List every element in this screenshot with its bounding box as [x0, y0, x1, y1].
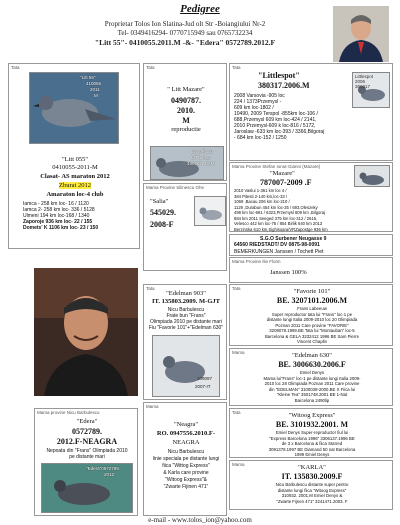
- edelman903-card: Tata "Edelman 903" IT. 135803.2009. M-GJT Nicu Barbulescu Frate bun "Frans" Olimpiada 2010 pe distante mari Fiu "Favorie 101"+"Edelman 630" 109097 2007-IT: [143, 284, 227, 400]
- mazare-sex: M: [182, 116, 190, 125]
- phone-line: Tel- 0349416294- 0770715949 sau 0765732234: [117, 29, 253, 37]
- edera-card: Mama provine Nicu Barbulescu "Edera" 0572789. 2012.F-NEAGRA Nepoata din "Frans" Olimpiada 2010 pe distante mari "Edera"0572789. 2012: [34, 408, 138, 516]
- neagra-card: Mama "Neagra" RO. 0947556.2010.F- NEAGRA Nicu Barbulescu linie speciala pe distante lungi fiica "Wittog Express" & Karla care provine "Witoog Express"& "Zwarte Fijinen 471": [143, 402, 227, 516]
- mazare-ring: 0490787.: [171, 96, 201, 105]
- edelman630-name: "Edelman 630": [292, 352, 332, 359]
- edelman903-photo: 109097 2007-IT: [152, 335, 220, 397]
- pigeon-icon: [355, 166, 390, 187]
- littlespot-name: "Littlespot": [258, 71, 300, 80]
- mazare-name: " Litt Mazare": [167, 86, 205, 93]
- littlespot-card: Tata "Littlespot" 380317.2006.M 2008 Varsovia -905 loc 224 / 1373Przemysl - 609 km loc-1802 / 10490, 2009 Terspol -855km loc-106 / 688,Przemysl 609 km loc-424 / 2141, 2010 Przemysl-609 k loc-816 / 5172, Jaroslaw -633 km loc-393 / 3366,Bilgoraj - 684 km loc-152 / 1250 Littlespot 2006 380317: [229, 63, 393, 161]
- littlespot-photo: Littlespot 2006 380317: [352, 72, 390, 108]
- mazare-card: Tata " Litt Mazare" 0490787. 2010. M reproductie Linia Piticu LITT. Maz 490787. 10.M: [143, 63, 227, 181]
- neagra-name: "Neagra": [173, 421, 199, 428]
- pigeon-icon: [42, 464, 133, 513]
- karla-details: Nicu Barbulescu distante super pentru distante lungi fiica "Witoog Express" 310932. 2001.M Emiel Denys & "Zwarte Fijnen 471" 3241471.2003. F: [275, 482, 349, 504]
- favorie101-ring: BE. 3207101.2006.M: [276, 296, 348, 305]
- favorie101-card: Tata "Favorie 101" BE. 3207101.2006.M Frans Labeeuw Super reproductor tata lui "Frans" loc-1 pe distante lungi Italia 2009-2010 loc 20 Olimpiada Poznan 2011 Care provine "FAVORIE" 3208078.1999.BE Tata lui "Montauban" loc-5 Barcelona & GELA 3232412 1996 BE Sam Pierre Vincent Chaplin: [229, 284, 393, 346]
- litt55-club: Amaraton loc-4 club: [46, 191, 104, 198]
- page-title: Pedigree: [180, 3, 220, 15]
- edelman630-card: Mama "Edelman 630" BE. 3006630.2006.F Emiel Denys Mama lui"Frans" loc-1 pe distante lungi Italia 2009- 2010 loc 28 Olimpiada Poznan 2011 Care provine din "EDELMAN" 3100038-2000.BE X Fiica lui "Kleine Tea" 3501748.2001 BE 1-Nat Barcelona 2490lip: [229, 348, 393, 406]
- neagra-details: linie speciala pe distante lungi fiica "Wittog Express" & Karla care provine "Witoog Express"& "Zwarte Fijinen 471": [152, 456, 220, 490]
- mazare-photo: Linia Piticu LITT. Maz 490787. 10.M: [150, 146, 224, 180]
- wittog-details: Emiel Denys Super-reproductor fiul lui "Express Barcelona 1996" 3306137.1996 BE de 3 x Barcelona & fiica Starred 3091378.1997 BE Diamand 50 nat Barcelona 1999 Emiel Denys: [268, 430, 356, 457]
- salia-photo: [194, 196, 226, 226]
- salia-card: Mama Provine Silinescu Ghe "Salia" 545029. 2008-F: [143, 183, 227, 271]
- edelman903-ring: IT. 135803.2009. M-GJT: [152, 298, 220, 305]
- owner-line: Proprietar Tolos Ion Slatina-Jud olt Str -Boiangiului Nr-2: [104, 20, 266, 28]
- edera-photo: "Edera"0572789. 2012: [41, 463, 133, 513]
- pigeon-icon: [195, 197, 226, 226]
- mazare-mother-ring: 787007-2009 .F: [260, 178, 312, 187]
- litt55-photo: "Litt 55" 410055 2011 M: [29, 72, 119, 144]
- karla-ring: IT. 135830.2009.F: [281, 472, 343, 481]
- pigeon-icon: [30, 73, 119, 144]
- mazare-mother-results: 2010 Vaslui 1-361 km loc 4 / 384 Pitesti 2-140 km,loc-33 / 1069 ,Bacau 206 km loc-210 / 1129 ,Durabun 454 km loc-25 / 693,Oleszeky 499 km loc-681 / 6323,Przemysl 609 km ,Bilgoraj 684 km 2011 Seeged 375 km loc-312 / 2615, Velesco 442 km loc-78 / 854 Birlik 640 km 2013 Berzinska 610 km,Sighisoara/VRZapostge 936 km: [234, 188, 328, 232]
- littlespot-ring: 380317.2006.M: [258, 81, 310, 90]
- littlespot-results: 2008 Varsovia -905 loc 224 / 1373Przemysl - 609 km loc-1802 / 10490, 2009 Terspol -855km loc-106 / 688,Przemysl 609 km loc-424 / 2141, 2010 Przemysl-609 k loc-816 / 5172, Jaroslaw -633 km loc-393 / 3366,Bilgoraj - 684 km loc-152 / 1250: [234, 93, 325, 141]
- wittog-card: Tata "Witoog Express" BE. 3101932.2001. M Emiel Denys Super-reproductor fiul lui "Express Barcelona 1996" 3306137.1996 BE de 3 x Barcelona & fiica Starred 3091378.1997 BE Diamand 50 nat Barcelona 1999 Emiel Denys: [229, 408, 393, 458]
- mazare-mother-card: Mama Provine Stefan Ionut-Gianni (Mazare) "Mazare" 787007-2009 .F 2010 Vaslui 1-361 km loc 4 / 384 Pitesti 2-140 km,loc-33 / 1069 ,Bacau 206 km loc-210 / 1129 ,Durabun 454 km loc-25 / 693,Oleszeky 499 km loc-681 / 6323,Przemysl 609 km ,Bilgoraj 684 km 2011 Seeged 375 km loc-312 / 2615, Velesco 442 km loc-78 / 854 Birlik 640 km 2013 Berzinska 610 km,Sighisoara/VRZapostge 936 km: [229, 162, 393, 232]
- sgo-card: S.G.O Surbener Neugasse 9 64560 RIEDSTADT/ DV 0875-98-0091 BEMERKUNGEN Janssen / Tochett Piet: [229, 234, 393, 256]
- edera-ring2: 2012.F-NEAGRA: [56, 437, 118, 446]
- favorie101-details: Frans Labeeuw Super reproductor tata lui "Frans" loc-1 pe distante lungi Italia 2009-2010 loc 20 Olimpiada Poznan 2011 Care provine "FAVORIE" 3208078.1999.BE Tata lui "Montauban" loc-5 Barcelona & GELA 3232412 1996 BE Sam Pierre Vincent Chaplin: [264, 306, 360, 344]
- karla-card: Mama "KARLA" IT. 135830.2009.F Nicu Barbulescu distante super pentru distante lungi fiica "Witoog Express" 310932. 2001.M Emiel Denys & "Zwarte Fijnen 471" 3241471.2003. F: [229, 460, 393, 510]
- salia-ring: 545029.: [150, 208, 176, 217]
- owner-photo: [333, 6, 389, 62]
- mazare-year: 2010.: [177, 106, 195, 115]
- edelman903-name: "Edelman 903": [166, 290, 206, 297]
- salia-year: 2008-F: [150, 220, 174, 229]
- litt55-name: "Litt 055": [61, 156, 89, 163]
- mazare-mother-photo: [354, 165, 390, 187]
- edelman630-ring: BE. 3006630.2006.F: [278, 360, 346, 369]
- breeder-photo: [34, 268, 138, 396]
- footer-email[interactable]: e-mail - www.tolos_ion@yahoo.com: [148, 516, 252, 524]
- wittog-ring: BE. 3101932.2001. M: [275, 420, 349, 429]
- wittog-name: "Witoog Express": [288, 412, 336, 419]
- tata-tag: Tata: [11, 65, 20, 70]
- karla-name: "KARLA": [298, 464, 326, 471]
- litt55-class: Clasat- AS maraton 2012: [40, 173, 110, 180]
- owner-portrait-icon: [333, 6, 389, 62]
- litt55-card: [8, 63, 140, 249]
- favorie101-name: "Favorie 101": [293, 288, 331, 295]
- litt55-ring: 0410055-2011-M: [52, 164, 98, 171]
- edera-ring: 0572789.: [72, 427, 102, 436]
- mazare-mother-name: "Mazare": [270, 170, 295, 177]
- salia-name: "Salia": [150, 198, 169, 205]
- litt55-flown: Zburat 2012: [59, 182, 91, 189]
- mama-florin-card: Mama Provine Ilie Florin Janssen 100%: [229, 257, 393, 283]
- edera-name: "Edera": [76, 418, 98, 425]
- neagra-ring: RO. 0947556.2010.F-: [156, 430, 216, 437]
- litt55-results: Iamca - 258 km loc- 16 / 1120 Iamca 2- 258 km loc- 336 / 5128 Ulmeni 194 km loc-168 / 1340 Zaporoje 936 km loc- 22 / 155 Domets' K 1106 km loc- 23 / 150: [23, 201, 99, 231]
- edelman630-details: Emiel Denys Mama lui"Frans" loc-1 pe distante lungi Italia 2009- 2010 loc 28 Olimpiada Poznan 2011 Care provine din "EDELMAN" 3100038-2000.BE X Fiica lui "Kleine Tea" 3501748.2001 BE 1-Nat Barcelona 2490lip: [263, 370, 361, 403]
- mazare-role: reproductie: [171, 126, 201, 133]
- pair-line: "Litt 55"- 0410055.2011.M -&- "Edera" 0572789.2012.F: [94, 38, 276, 47]
- person-icon: [34, 268, 138, 396]
